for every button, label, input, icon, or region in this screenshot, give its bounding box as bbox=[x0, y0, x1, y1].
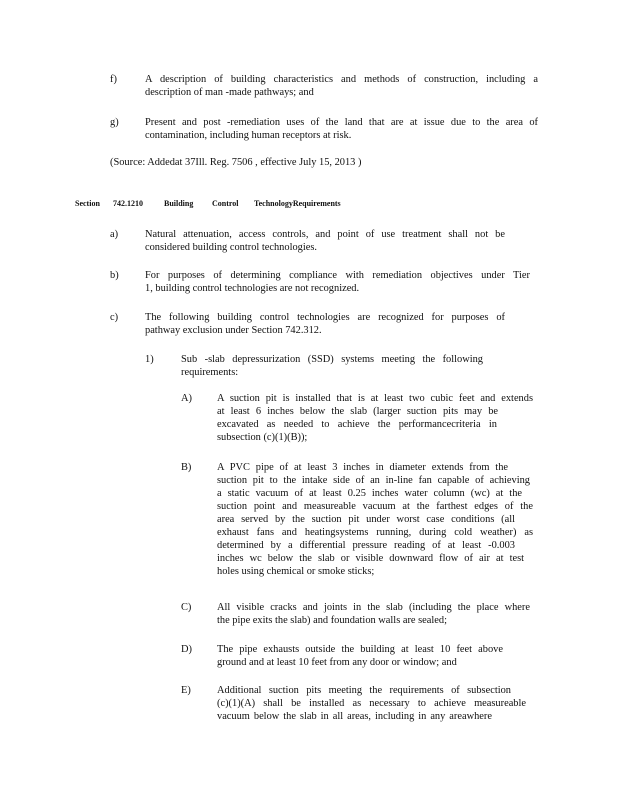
sub-C-line: All visible cracks and joints in the slab (including the place where bbox=[217, 602, 530, 613]
section-title-word: TechnologyRequirements bbox=[254, 199, 341, 208]
sub-c1-line: requirements: bbox=[181, 367, 239, 378]
sub-label-B: B) bbox=[181, 462, 192, 473]
sub-B-line: area served by the suction pit under worst case conditions (all bbox=[217, 514, 515, 525]
sub-E-line: (c)(1)(A) shall be installed as necessary to achieve measureable bbox=[217, 698, 526, 709]
sub-D-line: The pipe exhausts outside the building at least 10 feet above bbox=[217, 644, 503, 655]
item-label-g: g) bbox=[110, 117, 119, 128]
item-g-line: contamination, including human receptors at risk. bbox=[145, 130, 352, 141]
item-f-line: A description of building characteristics and methods of construction, including a bbox=[145, 74, 538, 85]
source-note: (Source: Addedat 37Ill. Reg. 7506 , effective July 15, 2013 ) bbox=[110, 157, 362, 168]
sub-A-line: A suction pit is installed that is at least two cubic feet and extends bbox=[217, 393, 533, 404]
sub-D-line: ground and at least 10 feet from any door or window; and bbox=[217, 657, 457, 668]
sub-A-line: excavated as needed to achieve the performancecriteria in bbox=[217, 419, 497, 430]
item-f-line: description of man -made pathways; and bbox=[145, 87, 314, 98]
sub-B-line: suction pit to the intake side of an in-line fan capable of achieving bbox=[217, 475, 530, 486]
sub-c-line: pathway exclusion under Section 742.312. bbox=[145, 325, 322, 336]
sub-label-c1: 1) bbox=[145, 354, 154, 365]
sub-label-A: A) bbox=[181, 393, 192, 404]
sub-label-b: b) bbox=[110, 270, 119, 281]
sub-c1-line: Sub -slab depressurization (SSD) systems meeting the following bbox=[181, 354, 483, 365]
item-g-line: Present and post -remediation uses of the land that are at issue due to the area of bbox=[145, 117, 538, 128]
sub-E-line: Additional suction pits meeting the requirements of subsection bbox=[217, 685, 511, 696]
sub-a-line: Natural attenuation, access controls, and point of use treatment shall not be bbox=[145, 229, 505, 240]
sub-B-line: suction point and measureable vacuum at the farthest edges of the bbox=[217, 501, 533, 512]
sub-c-line: The following building control technologies are recognized for purposes of bbox=[145, 312, 505, 323]
sub-B-line: inches wc below the slab or visible downward flow of air at test bbox=[217, 553, 524, 564]
sub-B-line: A PVC pipe of at least 3 inches in diameter extends from the bbox=[217, 462, 508, 473]
sub-A-line: at least 6 inches below the slab (larger suction pits may be bbox=[217, 406, 498, 417]
sub-A-line: subsection (c)(1)(B)); bbox=[217, 432, 308, 443]
sub-b-line: 1, building control technologies are not recognized. bbox=[145, 283, 360, 294]
sub-B-line: a static vacuum of at least 0.25 inches water column (wc) at the bbox=[217, 488, 522, 499]
sub-label-E: E) bbox=[181, 685, 191, 696]
section-word: Section bbox=[75, 199, 100, 208]
sub-label-a: a) bbox=[110, 229, 119, 240]
sub-a-line: considered building control technologies. bbox=[145, 242, 317, 253]
sub-B-line: exhaust fans and heatingsystems running, during cold weather) as bbox=[217, 527, 533, 538]
sub-label-D: D) bbox=[181, 644, 192, 655]
sub-E-line: vacuum below the slab in all areas, including in any areawhere bbox=[217, 711, 492, 722]
sub-C-line: the pipe exits the slab) and foundation walls are sealed; bbox=[217, 615, 447, 626]
sub-label-C: C) bbox=[181, 602, 192, 613]
section-title-word: Building bbox=[164, 199, 194, 208]
sub-b-line: For purposes of determining compliance with remediation objectives under Tier bbox=[145, 270, 530, 281]
sub-B-line: determined by a differential pressure reading of at least -0.003 bbox=[217, 540, 515, 551]
section-number: 742.1210 bbox=[113, 199, 143, 208]
section-title-word: Control bbox=[212, 199, 239, 208]
item-label-f: f) bbox=[110, 74, 117, 85]
sub-B-line: holes using chemical or smoke sticks; bbox=[217, 566, 375, 577]
sub-label-c: c) bbox=[110, 312, 119, 323]
